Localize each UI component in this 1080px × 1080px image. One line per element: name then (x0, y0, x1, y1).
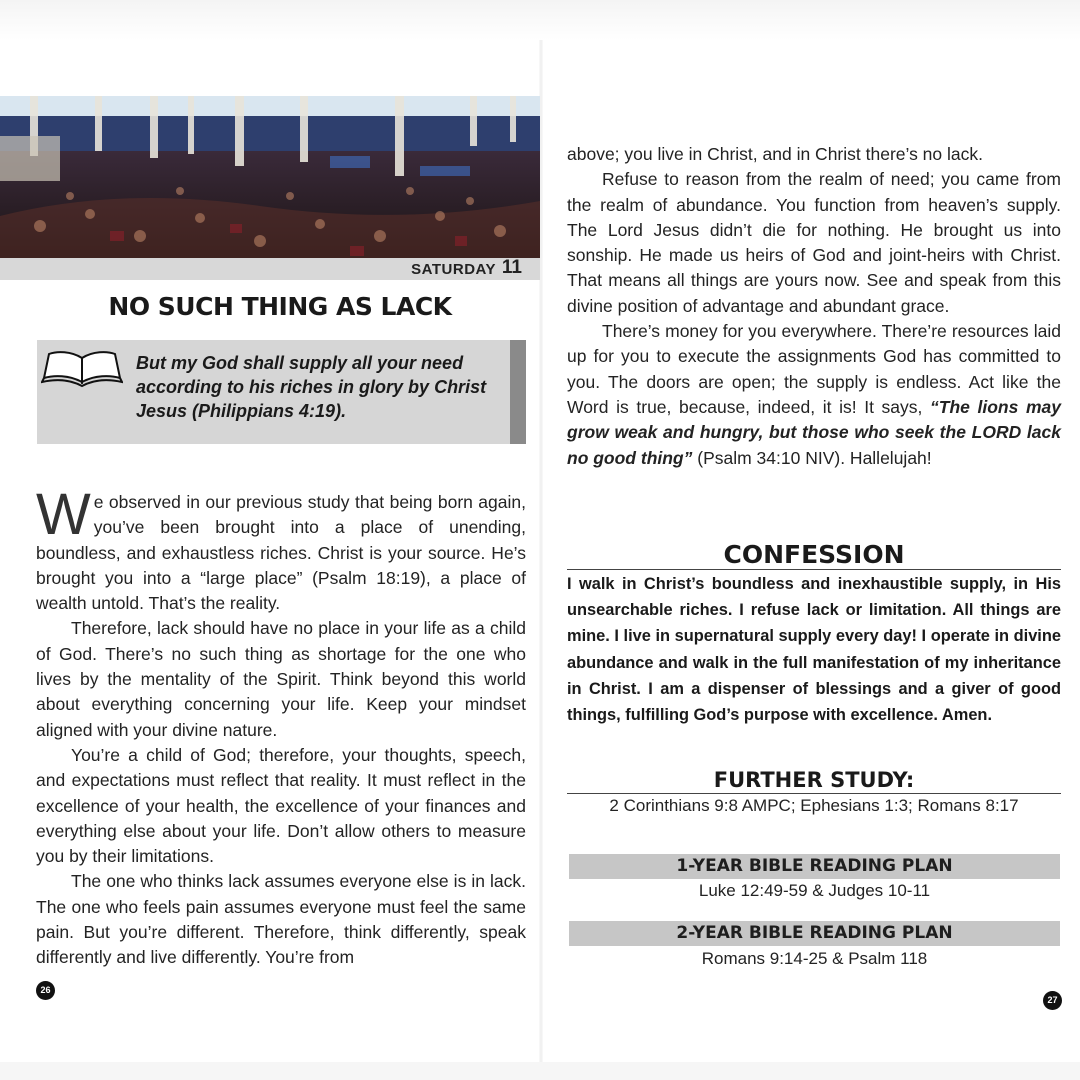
bottom-margin (0, 1062, 1080, 1080)
scripture-quote: “The lions may grow weak and hungry, but those who seek the LORD lack no good thing” (567, 396, 1062, 468)
paragraph-3: You’re a child of God; therefore, your thoughts, speech, and expectations must reflect that reality. It must reflect in the excellence of your health, the excellence of your finances and everything else about your life. Don’t allow others to measure you by their limitations. (36, 744, 526, 867)
paragraph-5: above; you live in Christ, and in Christ there’s no lack. (567, 144, 983, 164)
paragraph-1 (36, 482, 526, 616)
right-page-body (567, 142, 1061, 471)
one-year-plan-heading: 1-YEAR BIBLE READING PLAN (569, 854, 1060, 879)
open-bible-icon (41, 348, 123, 388)
two-year-plan-text: Romans 9:14-25 & Psalm 118 (701, 949, 928, 968)
key-verse: But my God shall supply all your need according to his riches in glory by Christ Jesus (Philippians 4:19). (136, 353, 487, 421)
paragraph-6: Refuse to reason from the realm of need; you came from the realm of abundance. You function from heaven’s supply. The Lord Jesus didn’t die for nothing. He brought us into sonship. He made us heirs of God and joint-heirs with Christ. That means all things are yours now. See and speak from this divine position of advantage and abundant grace. (567, 169, 1061, 316)
confession-text: I walk in Christ’s boundless and inexhaustible supply, in His unsearchable riches. I refuse lack or limitation. All things are mine. I live in supernatural supply every day! I operate in divine abundance and walk in the full manifestation of my inheritance in Christ. I am a dispenser of blessings and a giver of good things, fulfilling God’s purpose with excellence. Amen. (567, 575, 1061, 725)
paragraph-2: Therefore, lack should have no place in your life as a child of God. There’s no such thing as shortage for the one who lives by the mentality of the Spirit. Think beyond this world about everything concerning your life. Keep your mindset aligned with your divine nature. (36, 618, 526, 740)
two-year-plan-heading: 2-YEAR BIBLE READING PLAN (569, 921, 1060, 946)
further-study-heading: FURTHER STUDY: (713, 768, 915, 792)
day-number: 11 (501, 257, 522, 278)
one-year-plan-text: Luke 12:49-59 & Judges 10-11 (698, 881, 931, 900)
confession-heading: CONFESSION (723, 540, 905, 569)
page-number-right: 27 (1043, 991, 1062, 1010)
paragraph-4: The one who thinks lack assumes everyone else is in lack. The one who feels pain assumes everyone must feel the same pain. But you’re different. Therefore, think differently, speak differently and live differently. You’re from (36, 871, 526, 968)
drop-cap: W (36, 482, 91, 547)
confession-rule (567, 569, 1061, 570)
verse-accent-bar (510, 340, 526, 444)
verse-box (37, 340, 526, 444)
paragraph-7-end: (Psalm 34:10 NIV). Hallelujah! (692, 447, 932, 468)
page-number-left: 26 (36, 981, 55, 1000)
day-label: SATURDAY (411, 261, 496, 278)
further-study-text: 2 Corinthians 9:8 AMPC; Ephesians 1:3; Romans 8:17 (609, 796, 1019, 815)
further-study-rule (567, 793, 1061, 794)
congregation-photo (0, 96, 540, 258)
top-margin (0, 0, 1080, 40)
congregation-photo-illustration (0, 96, 540, 258)
paragraph-7 (567, 319, 1061, 471)
devotional-title: NO SUCH THING AS LACK (108, 292, 452, 321)
left-page-body (36, 482, 526, 971)
paragraph-1-text: e observed in our previous study that being born again, you’ve been brought into a place of unending, boundless, and exhaustless riches. Christ is your source. He’s brought you into a “large place” (Psalm 18:19), a place of wealth untold. That’s the reality. (36, 492, 526, 614)
paragraph-7-start: There’s money for you everywhere. There’re resources laid up for you to execute the assignments God has committed to you. The doors are open; the supply is endless. Act like the Word is true, because, indeed, it is! It says, (567, 321, 1061, 417)
day-band (0, 258, 540, 280)
